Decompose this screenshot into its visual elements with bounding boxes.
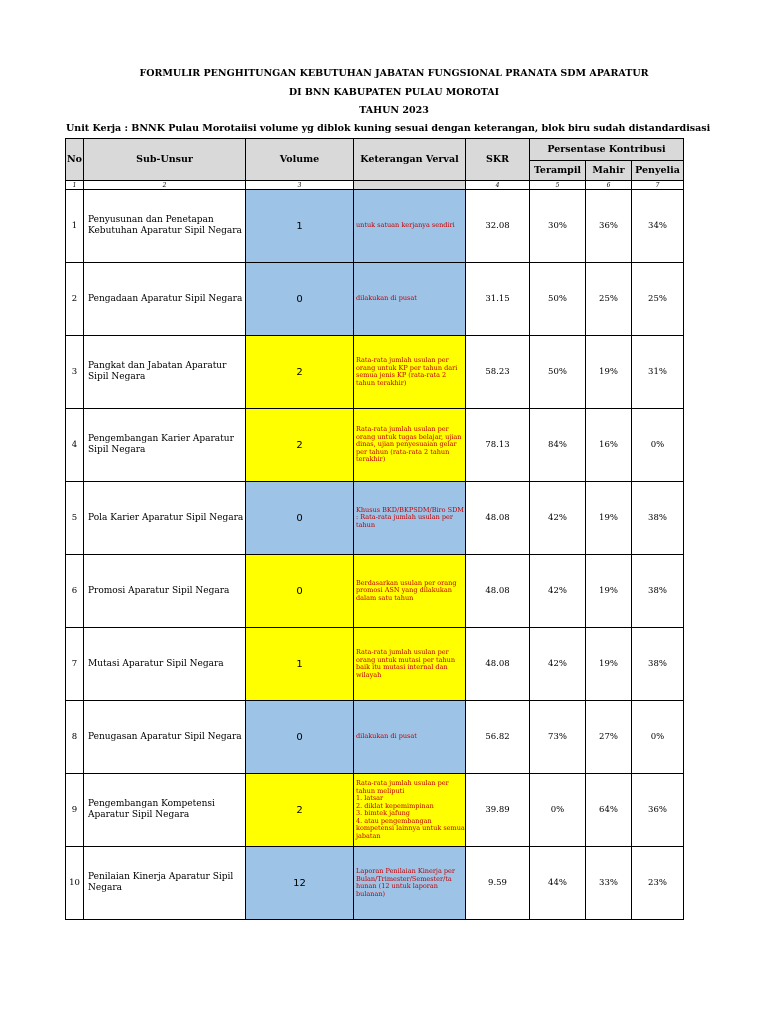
penyelia-cell: 0% — [632, 701, 684, 774]
table-row — [66, 555, 684, 628]
index-cell: 1 — [66, 181, 84, 190]
unit-kerja-label: Unit Kerja : BNNK Pulau Morotai — [66, 123, 245, 134]
table-row — [66, 847, 684, 920]
sub-unsur-cell: Penugasan Aparatur Sipil Negara — [84, 701, 246, 774]
row-number: 1 — [66, 190, 84, 263]
mahir-cell: 33% — [586, 847, 632, 920]
mahir-cell: 64% — [586, 774, 632, 847]
volume-input-cell: 0 — [246, 482, 354, 555]
volume-input-cell[interactable]: 2 — [246, 336, 354, 409]
table-row — [66, 628, 684, 701]
mahir-cell: 19% — [586, 482, 632, 555]
skr-cell: 48.08 — [466, 482, 530, 555]
index-cell: 5 — [530, 181, 586, 190]
volume-input-cell: 12 — [246, 847, 354, 920]
volume-input-cell: 1 — [246, 190, 354, 263]
index-cell: 6 — [586, 181, 632, 190]
penyelia-cell: 34% — [632, 190, 684, 263]
mahir-cell: 25% — [586, 263, 632, 336]
row-number: 8 — [66, 701, 84, 774]
sub-unsur-cell: Penilaian Kinerja Aparatur Sipil Negara — [84, 847, 246, 920]
skr-cell: 31.15 — [466, 263, 530, 336]
skr-cell: 56.82 — [466, 701, 530, 774]
row-number: 2 — [66, 263, 84, 336]
terampil-cell: 73% — [530, 701, 586, 774]
penyelia-cell: 36% — [632, 774, 684, 847]
index-cell: 2 — [84, 181, 246, 190]
penyelia-cell: 38% — [632, 482, 684, 555]
keterangan-cell: Rata-rata jumlah usulan per orang untuk KP per tahun dari semua jenis KP (rata-rata 2 tahun terakhir) — [354, 336, 466, 409]
table-row — [66, 482, 684, 555]
row-number: 9 — [66, 774, 84, 847]
terampil-cell: 50% — [530, 336, 586, 409]
terampil-cell: 44% — [530, 847, 586, 920]
header-sub-unsur: Sub-Unsur — [84, 139, 246, 181]
sub-unsur-cell: Mutasi Aparatur Sipil Negara — [84, 628, 246, 701]
keterangan-cell: untuk satuan kerjanya sendiri — [354, 190, 466, 263]
sub-unsur-cell: Pangkat dan Jabatan Aparatur Sipil Negara — [84, 336, 246, 409]
header-terampil: Terampil — [530, 161, 586, 181]
keterangan-cell: Berdasarkan usulan per orang promosi ASN yang dilakukan dalam satu tahun — [354, 555, 466, 628]
index-cell — [354, 181, 466, 190]
keterangan-cell: Khusus BKD/BKPSDM/Biro SDM : Rata-rata jumlah usulan per tahun — [354, 482, 466, 555]
form-title: FORMULIR PENGHITUNGAN KEBUTUHAN JABATAN FUNGSIONAL PRANATA SDM APARATUR — [139, 68, 649, 79]
sub-unsur-cell: Promosi Aparatur Sipil Negara — [84, 555, 246, 628]
table-row — [66, 409, 684, 482]
header-mahir: Mahir — [586, 161, 632, 181]
header-penyelia: Penyelia — [632, 161, 684, 181]
header-volume: Volume — [246, 139, 354, 181]
penyelia-cell: 25% — [632, 263, 684, 336]
skr-cell: 39.89 — [466, 774, 530, 847]
skr-cell: 48.08 — [466, 555, 530, 628]
header-persentase: Persentase Kontribusi — [530, 139, 684, 161]
keterangan-cell: Rata-rata jumlah usulan per tahun meliputi 1. latsar 2. diklat kepemimpinan 3. bimtek jafung 4. atau pengembangan kompetensi lainnya untuk semua jabatan — [354, 774, 466, 847]
table-row — [66, 774, 684, 847]
keterangan-cell: Rata-rata jumlah usulan per orang untuk mutasi per tahun baik itu mutasi internal dan wilayah — [354, 628, 466, 701]
terampil-cell: 42% — [530, 482, 586, 555]
header-skr: SKR — [466, 139, 530, 181]
table-row — [66, 263, 684, 336]
table-row — [66, 701, 684, 774]
form-subtitle-office: DI BNN KABUPATEN PULAU MOROTAI — [288, 87, 500, 98]
sub-unsur-cell: Pola Karier Aparatur Sipil Negara — [84, 482, 246, 555]
index-cell: 4 — [466, 181, 530, 190]
mahir-cell: 19% — [586, 628, 632, 701]
index-cell: 3 — [246, 181, 354, 190]
row-number: 3 — [66, 336, 84, 409]
instruction-text: isi volume yg diblok kuning sesuai dengan keterangan, blok biru sudah distandardisasi — [244, 123, 711, 134]
terampil-cell: 42% — [530, 555, 586, 628]
header-no: No — [66, 139, 84, 181]
volume-input-cell: 0 — [246, 263, 354, 336]
volume-input-cell[interactable]: 2 — [246, 774, 354, 847]
index-row — [66, 181, 684, 190]
mahir-cell: 27% — [586, 701, 632, 774]
skr-cell: 48.08 — [466, 628, 530, 701]
sub-unsur-cell: Pengembangan Kompetensi Aparatur Sipil Negara — [84, 774, 246, 847]
keterangan-cell: Rata-rata jumlah usulan per orang untuk tugas belajar, ujian dinas, ujian penyesuaian gelar per tahun (rata-rata 2 tahun terakhir) — [354, 409, 466, 482]
keterangan-cell: Laporan Penilaian Kinerja per Bulan/Trimester/Semester/ta hunan (12 untuk laporan bulanan) — [354, 847, 466, 920]
form-subtitle-year: TAHUN 2023 — [359, 105, 429, 116]
mahir-cell: 16% — [586, 409, 632, 482]
volume-input-cell[interactable]: 0 — [246, 555, 354, 628]
terampil-cell: 0% — [530, 774, 586, 847]
terampil-cell: 30% — [530, 190, 586, 263]
row-number: 10 — [66, 847, 84, 920]
table-row — [66, 190, 684, 263]
keterangan-cell: dilakukan di pusat — [354, 263, 466, 336]
skr-cell: 9.59 — [466, 847, 530, 920]
header-keterangan: Keterangan Verval — [354, 139, 466, 181]
mahir-cell: 19% — [586, 555, 632, 628]
mahir-cell: 19% — [586, 336, 632, 409]
volume-input-cell[interactable]: 2 — [246, 409, 354, 482]
table-row — [66, 336, 684, 409]
terampil-cell: 50% — [530, 263, 586, 336]
volume-input-cell: 0 — [246, 701, 354, 774]
sub-unsur-cell: Penyusunan dan Penetapan Kebutuhan Aparatur Sipil Negara — [84, 190, 246, 263]
index-cell: 7 — [632, 181, 684, 190]
sub-unsur-cell: Pengadaan Aparatur Sipil Negara — [84, 263, 246, 336]
row-number: 6 — [66, 555, 84, 628]
mahir-cell: 36% — [586, 190, 632, 263]
volume-input-cell[interactable]: 1 — [246, 628, 354, 701]
terampil-cell: 84% — [530, 409, 586, 482]
skr-cell: 58.23 — [466, 336, 530, 409]
row-number: 4 — [66, 409, 84, 482]
sub-unsur-cell: Pengembangan Karier Aparatur Sipil Negara — [84, 409, 246, 482]
skr-cell: 78.13 — [466, 409, 530, 482]
row-number: 7 — [66, 628, 84, 701]
penyelia-cell: 31% — [632, 336, 684, 409]
terampil-cell: 42% — [530, 628, 586, 701]
skr-cell: 32.08 — [466, 190, 530, 263]
kebutuhan-table — [65, 138, 684, 920]
keterangan-cell: dilakukan di pusat — [354, 701, 466, 774]
row-number: 5 — [66, 482, 84, 555]
penyelia-cell: 38% — [632, 628, 684, 701]
penyelia-cell: 23% — [632, 847, 684, 920]
penyelia-cell: 38% — [632, 555, 684, 628]
penyelia-cell: 0% — [632, 409, 684, 482]
